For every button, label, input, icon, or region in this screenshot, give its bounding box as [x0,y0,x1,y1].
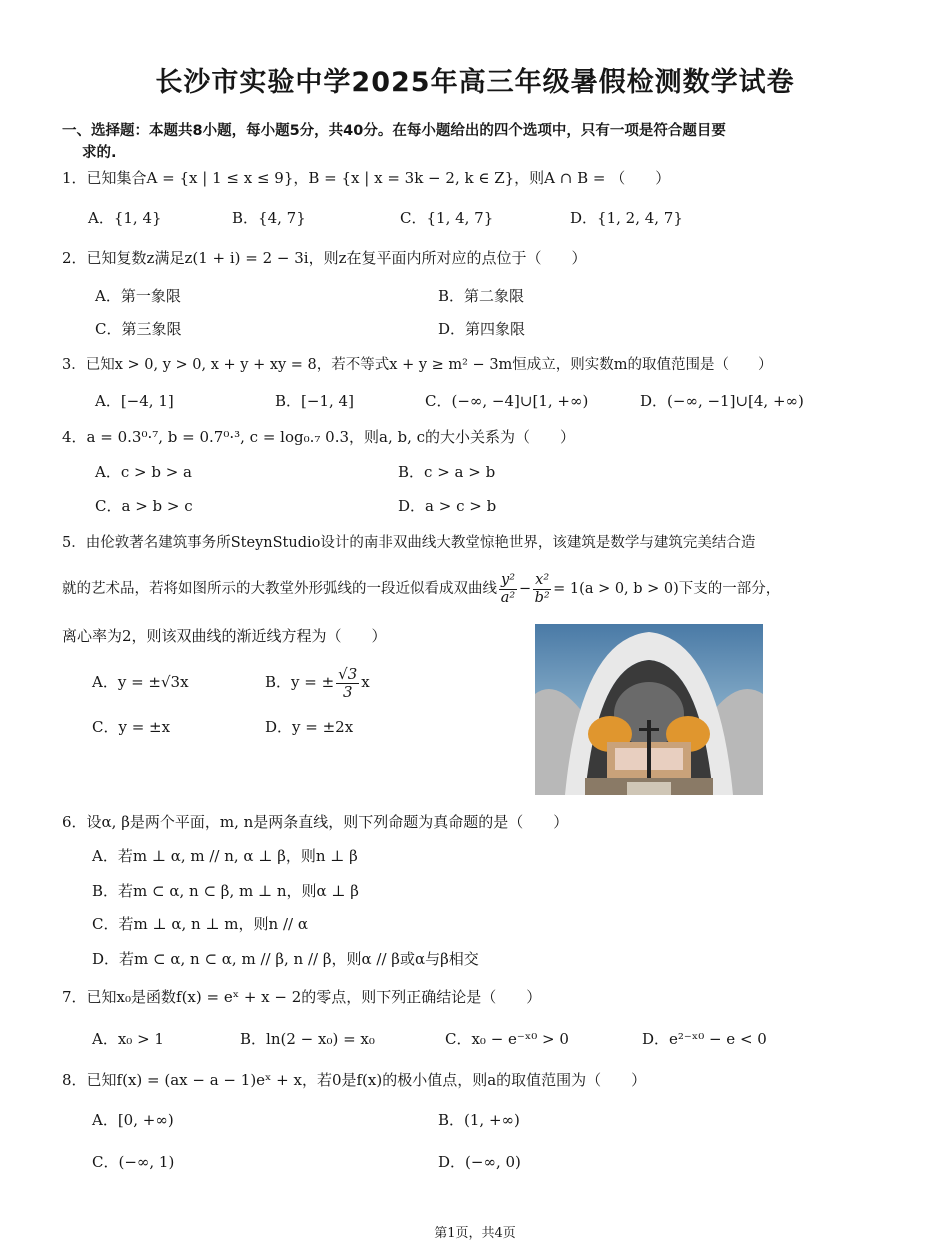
question-5-option-a: A．y = ±√3x [92,673,189,691]
question-4-option-d: D．a > c > b [398,497,497,515]
fraction-numerator: y² [501,571,516,588]
option-b-prefix: B．y = ± [265,673,335,691]
question-1-stem: 1．已知集合A = {x | 1 ≤ x ≤ 9}，B = {x | x = 3k − 2, k ∈ Z}，则A ∩ B = （ ） [62,169,671,187]
question-7-option-a: A．x₀ > 1 [92,1030,164,1048]
question-2-option-c: C．第三象限 [95,320,182,338]
question-4-option-a: A．c > b > a [95,463,192,481]
question-5-line-3: 离心率为2，则该双曲线的渐近线方程为（ ） [62,627,387,645]
question-8-option-d: D．(−∞, 0) [438,1153,521,1171]
question-2-option-a: A．第一象限 [95,287,181,305]
section-heading-cont: 求的. [82,145,117,161]
question-1-option-d: D．{1, 2, 4, 7} [570,209,683,227]
fraction-numerator: x² [535,571,550,588]
cathedral-illustration [535,624,763,795]
question-6-option-d: D．若m ⊂ α, n ⊂ α, m // β, n // β，则α // β或α与β相交 [92,950,479,968]
question-2-option-b: B．第二象限 [438,287,525,305]
fraction-denominator: a² [500,589,516,606]
question-6-option-b: B．若m ⊂ α, n ⊂ β, m ⊥ n，则α ⊥ β [92,882,359,900]
question-8-option-c: C．(−∞, 1) [92,1153,175,1171]
question-6-stem: 6．设α, β是两个平面，m, n是两条直线，则下列命题为真命题的是（ ） [62,813,569,831]
fraction-sqrt3-3 [336,666,359,701]
question-8-stem: 8．已知f(x) = (ax − a − 1)eˣ + x，若0是f(x)的极小值点，则a的取值范围为（ ） [62,1071,647,1089]
section-heading: 一、选择题：本题共8小题，每小题5分，共40分。在每小题给出的四个选项中，只有一项是符合题目要 [62,123,726,139]
question-3-option-d: D．(−∞, −1]∪[4, +∞) [640,392,804,410]
question-5-option-c: C．y = ±x [92,718,171,736]
question-6-option-c: C．若m ⊥ α, n ⊥ m，则n // α [92,915,308,933]
fraction-denominator: 3 [342,682,353,701]
minus-sign: − [519,581,532,597]
question-8-option-a: A．[0, +∞) [92,1111,174,1129]
question-4-option-b: B．c > a > b [398,463,496,481]
question-4-stem: 4．a = 0.3⁰·⁷, b = 0.7⁰·³, c = log₀.₇ 0.3，则a, b, c的大小关系为（ ） [62,428,576,446]
question-7-option-d: D．e²⁻ˣ⁰ − e < 0 [642,1030,767,1048]
question-1-option-b: B．{4, 7} [232,209,306,227]
fraction-y2-a2 [499,572,517,607]
question-5-option-b [265,658,370,706]
fraction-denominator: b² [534,589,550,606]
question-5-text-post: = 1(a > 0, b > 0)下支的一部分， [553,581,781,597]
question-5-option-d: D．y = ±2x [265,718,354,736]
question-5-line-1: 5．由伦敦著名建筑事务所SteynStudio设计的南非双曲线大教堂惊艳世界，该建筑是数学与建筑完美结合造 [62,535,756,551]
question-3-option-c: C．(−∞, −4]∪[1, +∞) [425,392,589,410]
page-footer: 第1页，共4页 [434,1226,516,1241]
question-7-option-c: C．x₀ − e⁻ˣ⁰ > 0 [445,1030,569,1048]
question-1-option-a: A．{1, 4} [88,209,162,227]
exam-title: 长沙市实验中学2025年高三年级暑假检测数学试卷 [155,67,795,98]
fraction-numerator: √3 [338,664,358,683]
question-4-option-c: C．a > b > c [95,497,193,515]
question-1-option-c: C．{1, 4, 7} [400,209,494,227]
question-8-option-b: B．(1, +∞) [438,1111,520,1129]
question-2-option-d: D．第四象限 [438,320,526,338]
option-b-suffix: x [361,673,370,691]
question-3-stem: 3．已知x > 0, y > 0, x + y + xy = 8，若不等式x + y ≥ m² − 3m恒成立，则实数m的取值范围是（ ） [62,357,773,373]
question-3-option-b: B．[−1, 4] [275,392,354,410]
cathedral-photo [535,624,763,795]
question-2-stem: 2．已知复数z满足z(1 + i) = 2 − 3i，则z在复平面内所对应的点位于（ ） [62,249,587,267]
question-7-option-b: B．ln(2 − x₀) = x₀ [240,1030,375,1048]
question-6-option-a: A．若m ⊥ α, m // n, α ⊥ β，则n ⊥ β [92,847,358,865]
question-5-line-2 [62,568,780,610]
question-7-stem: 7．已知x₀是函数f(x) = eˣ + x − 2的零点，则下列正确结论是（ ） [62,988,542,1006]
question-5-text: 就的艺术品，若将如图所示的大教堂外形弧线的一段近似看成双曲线 [62,581,497,597]
fraction-x2-b2 [533,572,551,607]
question-3-option-a: A．[−4, 1] [95,392,174,410]
